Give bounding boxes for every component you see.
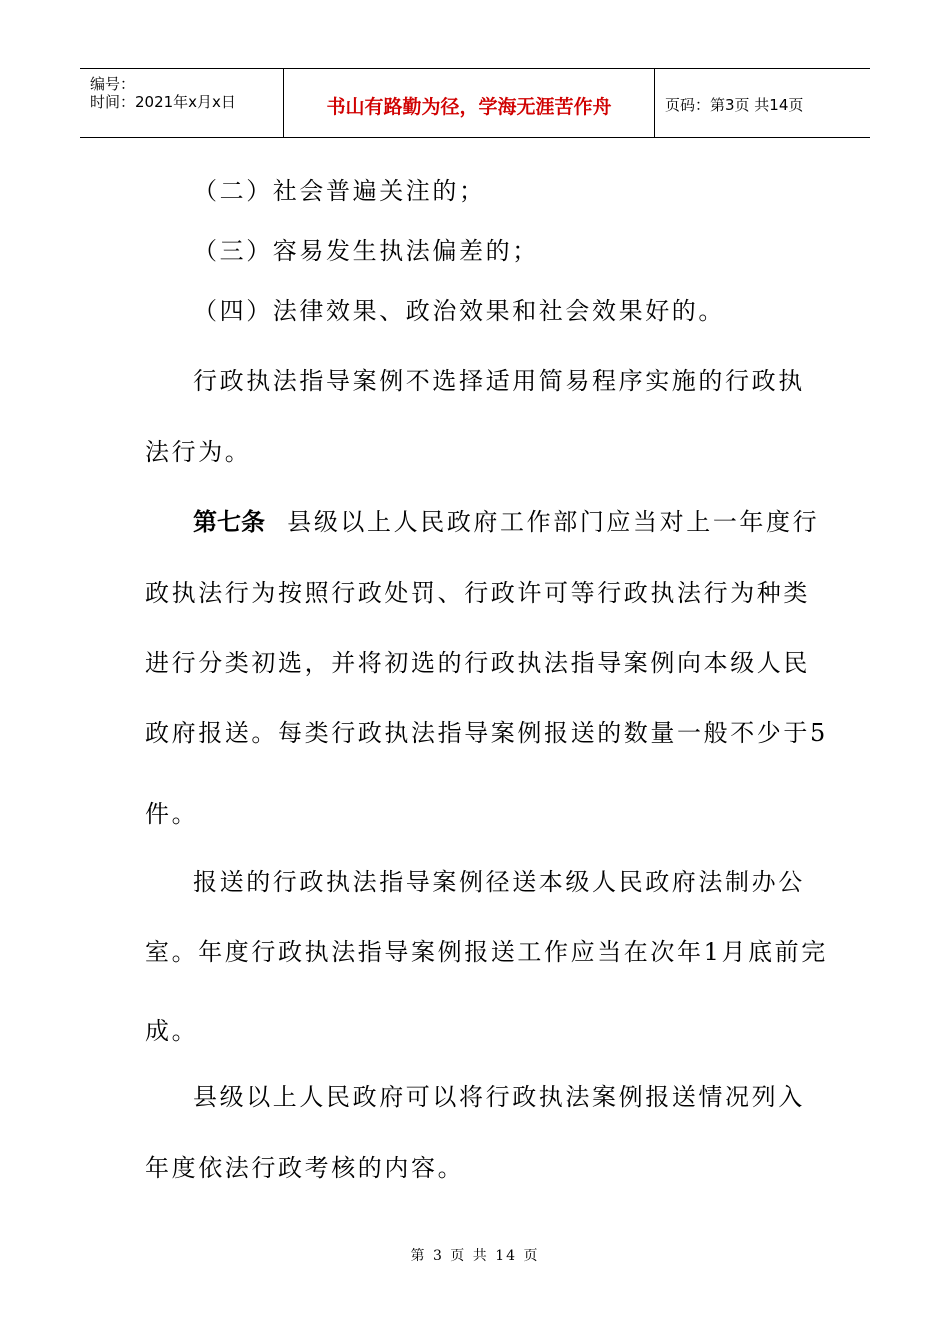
paragraph-line: 年度依法行政考核的内容。	[145, 1154, 465, 1182]
paragraph-line: 县级以上人民政府可以将行政执法案例报送情况列入	[193, 1083, 805, 1111]
paragraph-line: 成。	[145, 1017, 199, 1045]
document-number-label: 编号：	[90, 75, 136, 93]
page-footer: 第 3 页 共 14 页	[410, 1248, 540, 1264]
paragraph-line: 政府报送。每类行政执法指导案例报送的数量一般不少于5	[145, 719, 828, 747]
item-four: （四）法律效果、政治效果和社会效果好的。	[193, 297, 725, 325]
header-motto: 书山有路勤为径，学海无涯苦作舟	[326, 96, 612, 118]
header-page-info: 页码：第3页 共14页	[665, 96, 804, 114]
header-motto-cell	[284, 69, 655, 137]
header-page-cell	[655, 69, 870, 137]
paragraph-line: 行政执法指导案例不选择适用简易程序实施的行政执	[193, 367, 805, 395]
paragraph-line: 政执法行为按照行政处罚、行政许可等行政执法行为种类	[145, 579, 810, 607]
paragraph-line: 件。	[145, 800, 199, 828]
paragraph-line: 室。年度行政执法指导案例报送工作应当在次年1月底前完	[145, 938, 828, 966]
item-two: （二）社会普遍关注的；	[193, 177, 486, 205]
article-seven-text: 县级以上人民政府工作部门应当对上一年度行	[287, 508, 820, 536]
header-meta-cell	[80, 69, 284, 137]
item-three: （三）容易发生执法偏差的；	[193, 237, 539, 265]
document-header	[80, 68, 870, 138]
paragraph-line: 进行分类初选，并将初选的行政执法指导案例向本级人民	[145, 649, 810, 677]
article-seven-label: 第七条	[193, 508, 265, 536]
paragraph-line: 法行为。	[145, 438, 252, 466]
paragraph-line: 报送的行政执法指导案例径送本级人民政府法制办公	[193, 868, 805, 896]
article-seven-line	[193, 508, 819, 536]
document-date-label: 时间：2021年x月x日	[90, 93, 236, 111]
